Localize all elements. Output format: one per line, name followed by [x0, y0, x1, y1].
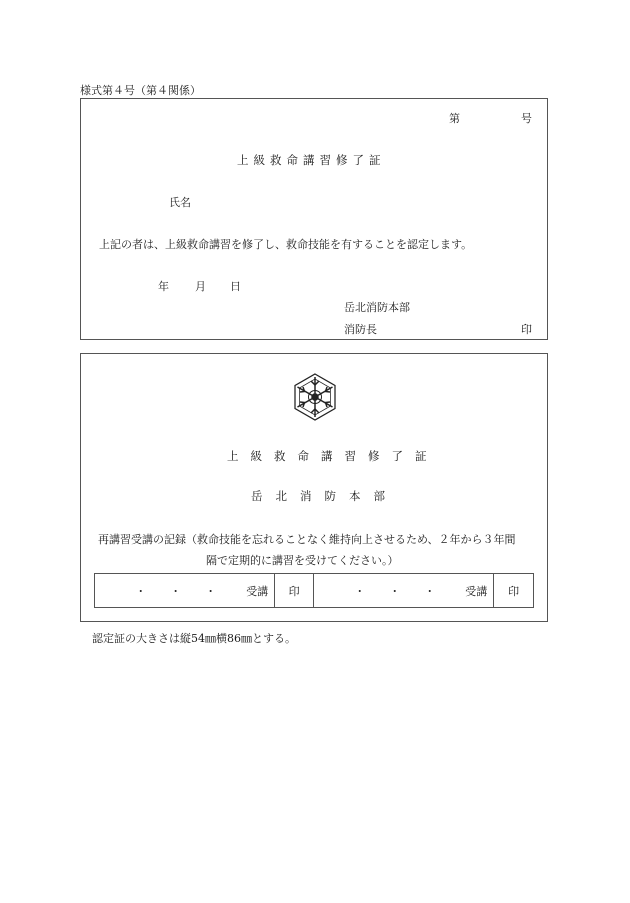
date-month: 月	[195, 280, 206, 293]
record-note-line2: 隔で定期的に講習を受けてください。）	[206, 554, 399, 567]
record-date-dots: ・・・	[354, 584, 460, 598]
name-label: 氏名	[169, 196, 191, 209]
certificate-back	[80, 353, 548, 622]
certificate-title: 上級救命講習修了証	[237, 153, 386, 167]
record-cell-seal	[494, 574, 533, 607]
record-note-line1: 再講習受講の記録（救命技能を忘れることなく維持向上させるため、２年から３年間	[98, 533, 516, 546]
form-header: 様式第４号（第４関係）	[80, 84, 201, 97]
fire-department-emblem-icon	[290, 372, 340, 422]
fire-chief-label: 消防長	[344, 323, 377, 336]
record-seal-label: 印	[288, 584, 300, 598]
record-attended-label: 受講	[246, 584, 269, 598]
record-cell-date	[314, 574, 494, 607]
re-attendance-record-table	[94, 573, 534, 608]
size-footnote: 認定証の大きさは縦54㎜横86㎜とする。	[92, 632, 296, 645]
back-certificate-title: 上級救命講習修了証	[227, 449, 439, 463]
date-day: 日	[230, 280, 241, 293]
record-date-dots: ・・・	[135, 584, 241, 598]
date-year: 年	[158, 280, 169, 293]
record-attended-label: 受講	[465, 584, 488, 598]
record-cell-seal	[275, 574, 314, 607]
number-suffix: 号	[521, 112, 532, 125]
record-cell-date	[95, 574, 275, 607]
record-seal-label: 印	[508, 584, 520, 598]
issuing-organization: 岳北消防本部	[344, 301, 410, 314]
certificate-front	[80, 98, 548, 340]
certification-text: 上記の者は、上級救命講習を修了し、救命技能を有することを認定します。	[99, 238, 473, 251]
seal-mark: 印	[521, 323, 532, 336]
number-prefix: 第	[449, 112, 460, 125]
back-organization: 岳北消防本部	[251, 489, 398, 503]
